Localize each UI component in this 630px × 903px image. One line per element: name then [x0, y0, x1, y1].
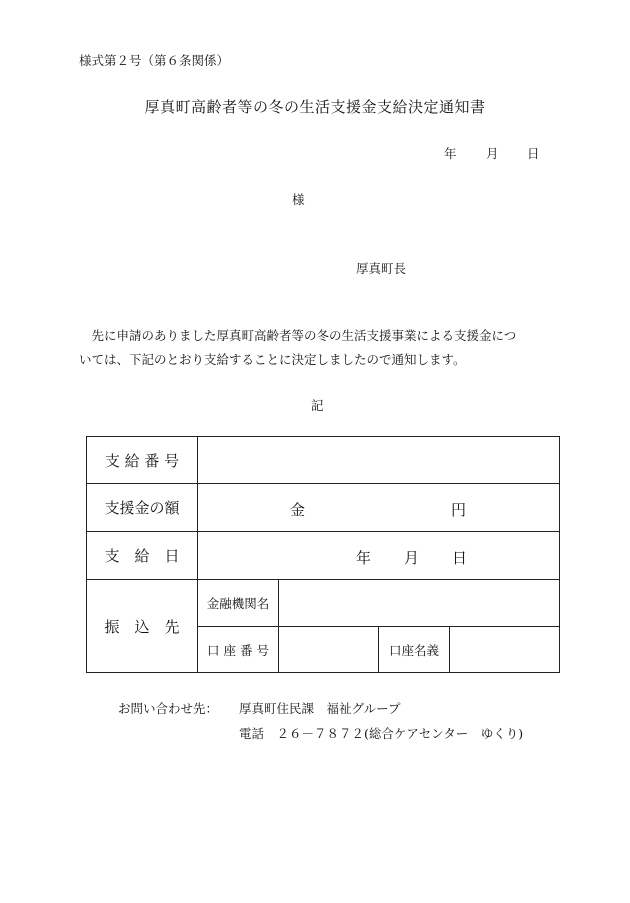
amount-prefix: 金	[290, 500, 306, 519]
date-day: 日	[527, 146, 540, 161]
account-holder-field[interactable]	[450, 627, 560, 673]
bank-name-field[interactable]	[279, 580, 560, 627]
recipient-honorific: 様	[292, 192, 305, 207]
info-table	[86, 436, 560, 673]
issuer: 厚真町長	[356, 261, 407, 276]
body-text	[79, 324, 559, 372]
transfer-label: 振 込 先	[87, 580, 198, 673]
account-number-field[interactable]	[279, 627, 379, 673]
payment-date-field[interactable]	[198, 532, 560, 580]
payment-date-month: 月	[404, 548, 420, 567]
form-number: 様式第２号（第６条関係）	[79, 53, 230, 68]
bank-name-label: 金融機関名	[198, 580, 279, 627]
body-line-2: いては、下記のとおり支給することに決定しましたので通知します。	[79, 352, 466, 367]
account-number-label: 口 座 番 号	[198, 627, 279, 673]
payment-date-year: 年	[356, 548, 372, 567]
ki-heading: 記	[311, 398, 324, 413]
payment-date-label: 支 給 日	[87, 532, 198, 580]
body-line-1: 先に申請のありました厚真町高齢者等の冬の生活支援事業による支援金につ	[79, 328, 517, 343]
contact-label: お問い合わせ先：	[118, 701, 219, 716]
account-holder-label: 口座名義	[379, 627, 450, 673]
contact-department: 厚真町住民課 福祉グループ	[239, 701, 401, 716]
payment-number-field[interactable]	[198, 437, 560, 484]
contact-phone: 電話 ２６－７８７２(総合ケアセンター ゆくり)	[239, 726, 524, 741]
amount-suffix: 円	[451, 500, 467, 519]
document-title: 厚真町高齢者等の冬の生活支援金支給決定通知書	[144, 98, 486, 116]
date-month: 月	[486, 146, 499, 161]
date-year: 年	[444, 146, 457, 161]
amount-label: 支援金の額	[87, 484, 198, 532]
payment-number-label: 支 給 番 号	[87, 437, 198, 484]
payment-date-day: 日	[452, 548, 468, 567]
amount-field[interactable]	[198, 484, 560, 532]
